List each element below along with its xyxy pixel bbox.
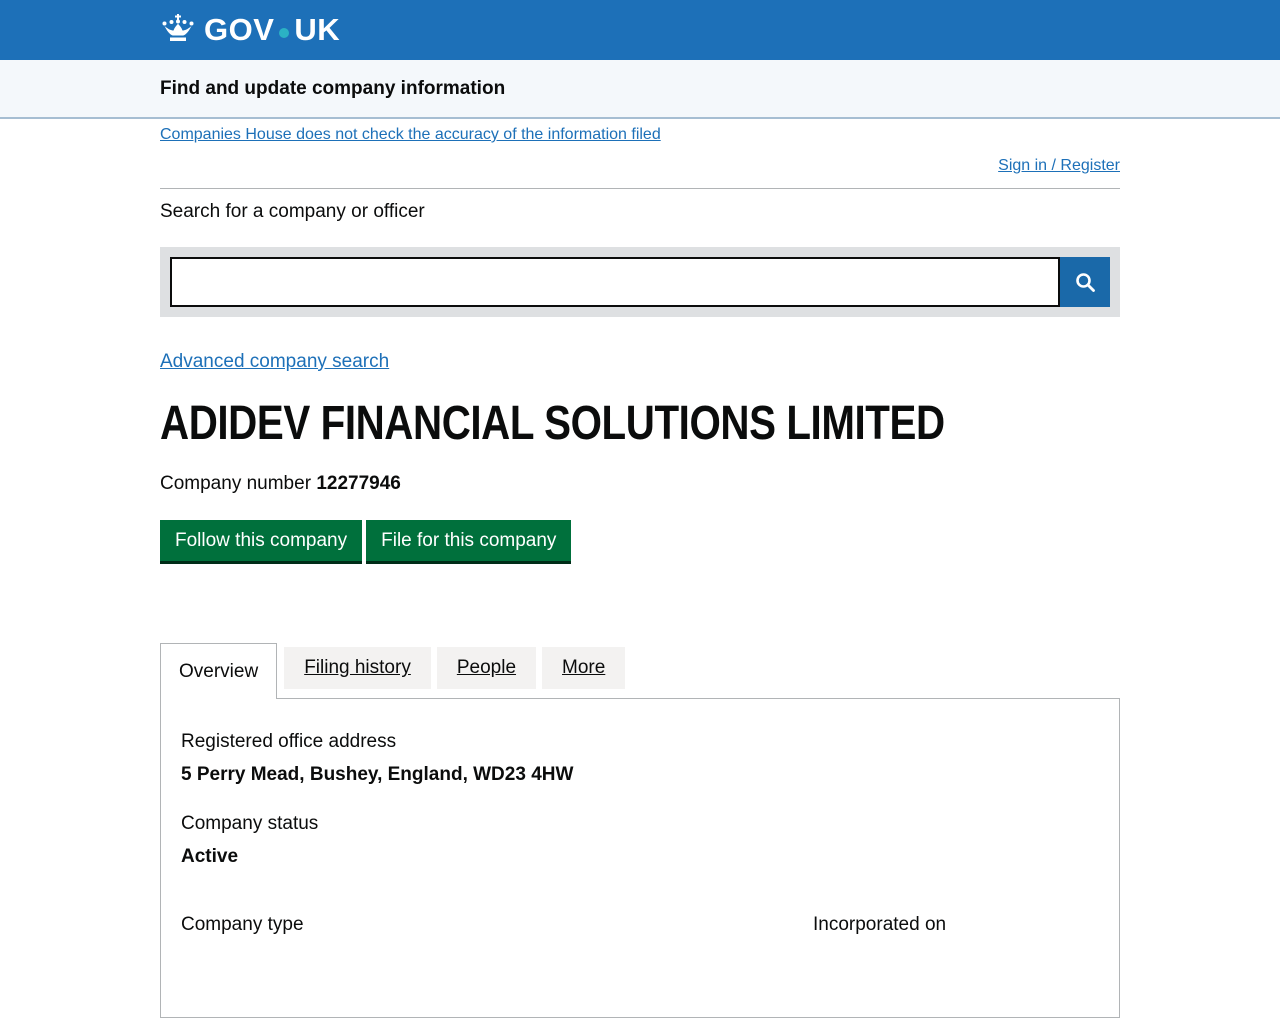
service-name-link[interactable]: Find and update company information (160, 77, 506, 99)
registered-office-label: Registered office address (181, 731, 397, 753)
tab-people-label: People (456, 657, 517, 679)
company-status-value: Active (181, 846, 239, 868)
crown-icon (160, 13, 196, 48)
logo-dot-icon (279, 28, 289, 38)
search-icon (1074, 271, 1096, 293)
tab-overview[interactable] (160, 643, 277, 699)
registered-office-value: 5 Perry Mead, Bushey, England, WD23 4HW (181, 764, 574, 786)
incorporated-on-label: Incorporated on (813, 914, 947, 936)
logo-gov: GOV (204, 12, 275, 47)
tab-overview-label: Overview (179, 660, 259, 682)
tab-more-label: More (562, 657, 606, 679)
govuk-logo-text (204, 12, 340, 48)
header-divider (160, 188, 1120, 189)
tab-more[interactable] (542, 647, 625, 689)
company-number-value: 12277946 (316, 473, 401, 495)
main-content (160, 126, 1120, 1018)
company-type-label: Company type (181, 914, 304, 936)
sign-in-link[interactable]: Sign in / Register (998, 157, 1120, 174)
disclaimer-row (160, 126, 1120, 144)
search-box (160, 247, 1120, 317)
advanced-search-link[interactable]: Advanced company search (160, 351, 390, 372)
company-type-field (181, 914, 813, 947)
file-company-button[interactable]: File for this company (366, 520, 571, 561)
tabs-bar (160, 643, 1120, 698)
govuk-header (0, 0, 1280, 60)
follow-company-button[interactable]: Follow this company (160, 520, 362, 561)
govuk-logo-link[interactable] (160, 12, 340, 48)
signin-row (160, 157, 1120, 188)
company-status-field (181, 813, 1099, 868)
tab-filing-history[interactable] (284, 647, 431, 689)
service-band (0, 60, 1280, 119)
tab-people[interactable] (437, 647, 536, 689)
logo-uk: UK (294, 12, 341, 47)
tab-filing-history-label: Filing history (304, 657, 411, 679)
type-incorporated-row (181, 914, 1099, 947)
company-number-label: Company number (160, 473, 312, 495)
action-buttons (160, 520, 1120, 561)
accuracy-disclaimer-link[interactable]: Companies House does not check the accuracy of the information filed (160, 126, 661, 143)
search-label: Search for a company or officer (160, 201, 425, 222)
company-status-label: Company status (181, 813, 319, 835)
search-input[interactable] (170, 257, 1060, 307)
company-name-heading: ADIDEV FINANCIAL SOLUTIONS LIMITED (160, 397, 945, 450)
search-button[interactable] (1060, 257, 1110, 307)
registered-office-field (181, 731, 1099, 786)
overview-panel (160, 698, 1120, 1018)
incorporated-on-field (813, 914, 1099, 947)
advanced-search-row (160, 351, 1120, 373)
company-number-line (160, 473, 1120, 495)
